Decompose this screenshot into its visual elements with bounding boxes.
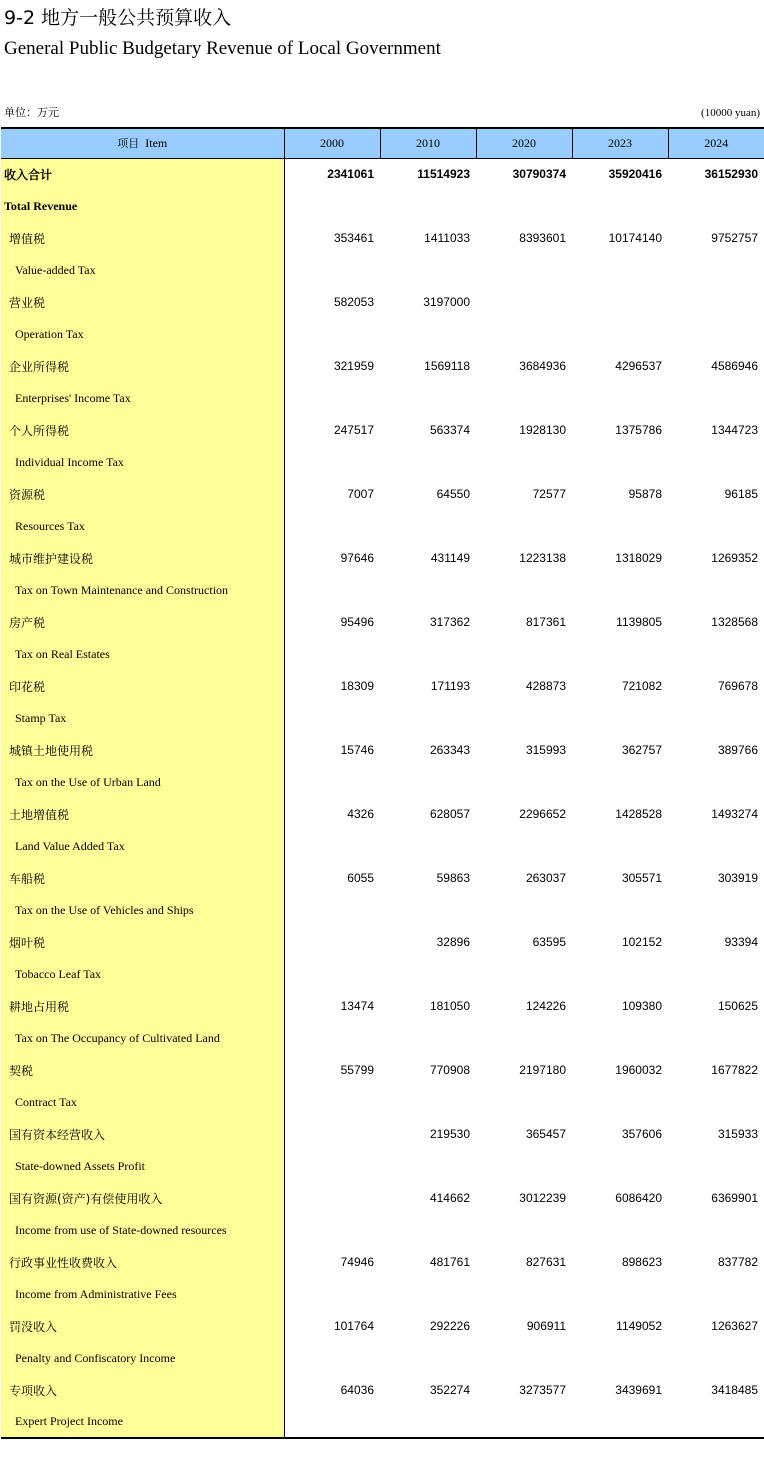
row-value: 95878 bbox=[628, 487, 662, 501]
row-label-en: Land Value Added Tax bbox=[1, 830, 284, 862]
column-header-year: 2024 bbox=[668, 128, 764, 158]
row-value: 13474 bbox=[340, 999, 374, 1013]
row-value: 428873 bbox=[525, 679, 566, 693]
row-value: 827631 bbox=[525, 1255, 566, 1269]
row-value: 906911 bbox=[526, 1319, 566, 1333]
empty-cell bbox=[668, 894, 764, 926]
column-header-year: 2010 bbox=[380, 128, 476, 158]
table-row bbox=[1, 478, 764, 510]
row-value: 93394 bbox=[724, 935, 758, 949]
table-row bbox=[1, 638, 764, 670]
empty-cell bbox=[668, 766, 764, 798]
row-value: 1223138 bbox=[519, 551, 566, 565]
row-label-cn: 印花税 bbox=[1, 670, 284, 702]
row-value: 353461 bbox=[333, 231, 374, 245]
row-value: 18309 bbox=[340, 679, 374, 693]
row-label-cn: 罚没收入 bbox=[1, 1310, 284, 1342]
row-value: 35920416 bbox=[608, 167, 662, 182]
row-value: 263343 bbox=[429, 743, 470, 757]
table-row bbox=[1, 702, 764, 734]
table-row bbox=[1, 286, 764, 318]
empty-cell bbox=[572, 702, 668, 734]
table-row bbox=[1, 862, 764, 894]
row-label-cn: 耕地占用税 bbox=[1, 990, 284, 1022]
empty-cell bbox=[668, 318, 764, 350]
row-value: 101764 bbox=[333, 1319, 374, 1333]
empty-cell bbox=[284, 638, 380, 670]
row-value: 2341061 bbox=[327, 167, 374, 182]
row-value: 721082 bbox=[621, 679, 662, 693]
table-row bbox=[1, 1054, 764, 1086]
row-label-en: Contract Tax bbox=[1, 1086, 284, 1118]
empty-cell bbox=[476, 830, 572, 862]
row-value: 4296537 bbox=[615, 359, 662, 373]
empty-cell bbox=[380, 574, 476, 606]
row-value: 1328568 bbox=[711, 615, 758, 629]
empty-cell bbox=[572, 894, 668, 926]
table-row bbox=[1, 990, 764, 1022]
empty-cell bbox=[668, 1150, 764, 1182]
row-value: 352274 bbox=[429, 1383, 470, 1397]
row-label-en: Value-added Tax bbox=[1, 254, 284, 286]
empty-cell bbox=[284, 1406, 380, 1438]
row-value: 7007 bbox=[347, 487, 374, 501]
empty-cell bbox=[284, 766, 380, 798]
row-value: 64036 bbox=[340, 1383, 374, 1397]
empty-cell bbox=[380, 510, 476, 542]
table-row bbox=[1, 1342, 764, 1374]
row-label-cn: 个人所得税 bbox=[1, 414, 284, 446]
table-row bbox=[1, 1086, 764, 1118]
empty-cell bbox=[476, 254, 572, 286]
empty-cell bbox=[476, 574, 572, 606]
row-value: 1375786 bbox=[615, 423, 662, 437]
row-label-cn: 土地增值税 bbox=[1, 798, 284, 830]
row-value: 1677822 bbox=[711, 1063, 758, 1077]
empty-cell bbox=[668, 1086, 764, 1118]
row-value: 582053 bbox=[333, 295, 374, 309]
row-value: 55799 bbox=[340, 1063, 374, 1077]
row-value: 1318029 bbox=[615, 551, 662, 565]
row-value: 898623 bbox=[621, 1255, 662, 1269]
row-label-en: Total Revenue bbox=[1, 190, 284, 222]
empty-cell bbox=[668, 1278, 764, 1310]
empty-cell bbox=[476, 1278, 572, 1310]
row-value: 1149052 bbox=[616, 1319, 662, 1333]
empty-cell bbox=[284, 1214, 380, 1246]
empty-cell bbox=[572, 1022, 668, 1054]
row-value: 3197000 bbox=[423, 295, 470, 309]
table-row bbox=[1, 1246, 764, 1278]
row-value: 150625 bbox=[717, 999, 758, 1013]
empty-cell bbox=[668, 1214, 764, 1246]
row-label-en: Tax on the Use of Urban Land bbox=[1, 766, 284, 798]
row-value: 124226 bbox=[525, 999, 566, 1013]
table-row bbox=[1, 766, 764, 798]
row-label-en: Expert Project Income bbox=[1, 1406, 284, 1438]
empty-cell bbox=[380, 1342, 476, 1374]
row-value: 64550 bbox=[436, 487, 470, 501]
row-label-cn: 烟叶税 bbox=[1, 926, 284, 958]
row-value: 72577 bbox=[532, 487, 566, 501]
row-label-cn: 营业税 bbox=[1, 286, 284, 318]
table-row bbox=[1, 510, 764, 542]
table-row bbox=[1, 1374, 764, 1406]
table-row bbox=[1, 1182, 764, 1214]
row-value: 414662 bbox=[429, 1191, 470, 1205]
empty-cell bbox=[284, 190, 380, 222]
row-value: 109380 bbox=[621, 999, 662, 1013]
row-label-en: Resources Tax bbox=[1, 510, 284, 542]
empty-cell bbox=[572, 254, 668, 286]
row-value: 263037 bbox=[525, 871, 566, 885]
row-value: 1428528 bbox=[615, 807, 662, 821]
row-value: 1411033 bbox=[424, 231, 470, 245]
empty-cell bbox=[380, 1022, 476, 1054]
table-row bbox=[1, 670, 764, 702]
row-value: 1960032 bbox=[615, 1063, 662, 1077]
row-value: 357606 bbox=[621, 1127, 662, 1141]
table-row bbox=[1, 798, 764, 830]
row-value: 3418485 bbox=[711, 1383, 758, 1397]
row-label-en: Income from Administrative Fees bbox=[1, 1278, 284, 1310]
empty-cell bbox=[284, 446, 380, 478]
row-value bbox=[572, 286, 668, 318]
table-row bbox=[1, 222, 764, 254]
row-value bbox=[284, 1182, 380, 1214]
row-value: 3684936 bbox=[519, 359, 566, 373]
column-header-year: 2000 bbox=[284, 128, 380, 158]
page-title-cn: 9-2 地方一般公共预算收入 bbox=[4, 7, 232, 29]
row-value: 3273577 bbox=[519, 1383, 566, 1397]
empty-cell bbox=[380, 830, 476, 862]
table-row bbox=[1, 318, 764, 350]
row-label-cn: 城市维护建设税 bbox=[1, 542, 284, 574]
empty-cell bbox=[476, 1150, 572, 1182]
empty-cell bbox=[284, 894, 380, 926]
table-row bbox=[1, 606, 764, 638]
empty-cell bbox=[380, 1150, 476, 1182]
row-value: 6086420 bbox=[615, 1191, 662, 1205]
row-value: 11514923 bbox=[417, 167, 470, 182]
empty-cell bbox=[380, 446, 476, 478]
row-value: 3439691 bbox=[615, 1383, 662, 1397]
empty-cell bbox=[668, 190, 764, 222]
empty-cell bbox=[476, 894, 572, 926]
row-value: 36152930 bbox=[704, 167, 758, 182]
empty-cell bbox=[668, 638, 764, 670]
row-label-cn: 城镇土地使用税 bbox=[1, 734, 284, 766]
empty-cell bbox=[284, 254, 380, 286]
row-value: 15746 bbox=[340, 743, 374, 757]
table-row bbox=[1, 1118, 764, 1150]
row-label-en: Tax on The Occupancy of Cultivated Land bbox=[1, 1022, 284, 1054]
empty-cell bbox=[284, 702, 380, 734]
row-label-en: Income from use of State-downed resources bbox=[1, 1214, 284, 1246]
table-row bbox=[1, 1278, 764, 1310]
empty-cell bbox=[572, 1150, 668, 1182]
table-row bbox=[1, 734, 764, 766]
row-value: 6369901 bbox=[711, 1191, 758, 1205]
row-value: 365457 bbox=[525, 1127, 566, 1141]
empty-cell bbox=[380, 702, 476, 734]
table-row bbox=[1, 894, 764, 926]
row-value: 63595 bbox=[532, 935, 566, 949]
empty-cell bbox=[380, 766, 476, 798]
table-row bbox=[1, 1406, 764, 1438]
row-value: 4586946 bbox=[711, 359, 758, 373]
empty-cell bbox=[284, 574, 380, 606]
empty-cell bbox=[572, 1342, 668, 1374]
row-value bbox=[476, 286, 572, 318]
row-value: 4326 bbox=[347, 807, 374, 821]
row-value: 321959 bbox=[333, 359, 374, 373]
row-label-en: Tobacco Leaf Tax bbox=[1, 958, 284, 990]
empty-cell bbox=[572, 638, 668, 670]
empty-cell bbox=[668, 702, 764, 734]
table-row bbox=[1, 958, 764, 990]
row-value: 59863 bbox=[436, 871, 470, 885]
unit-label-en: (10000 yuan) bbox=[701, 107, 760, 119]
table-row bbox=[1, 1310, 764, 1342]
row-value: 817361 bbox=[525, 615, 566, 629]
empty-cell bbox=[668, 958, 764, 990]
empty-cell bbox=[380, 1406, 476, 1438]
row-value: 2197180 bbox=[519, 1063, 566, 1077]
row-value: 96185 bbox=[724, 487, 758, 501]
row-label-en: Tax on Real Estates bbox=[1, 638, 284, 670]
table-row bbox=[1, 1022, 764, 1054]
empty-cell bbox=[668, 1022, 764, 1054]
row-value: 8393601 bbox=[519, 231, 566, 245]
empty-cell bbox=[380, 318, 476, 350]
revenue-table-container bbox=[1, 127, 763, 1439]
revenue-table bbox=[1, 127, 764, 1439]
table-header-row bbox=[1, 128, 764, 158]
row-value: 837782 bbox=[717, 1255, 758, 1269]
row-value: 9752757 bbox=[711, 231, 758, 245]
row-label-cn: 契税 bbox=[1, 1054, 284, 1086]
row-value: 305571 bbox=[621, 871, 662, 885]
row-value: 315993 bbox=[525, 743, 566, 757]
row-value bbox=[284, 1118, 380, 1150]
row-value: 32896 bbox=[436, 935, 470, 949]
table-row bbox=[1, 574, 764, 606]
table-row bbox=[1, 542, 764, 574]
column-header-year: 2023 bbox=[572, 128, 668, 158]
empty-cell bbox=[476, 766, 572, 798]
row-value: 317362 bbox=[429, 615, 470, 629]
empty-cell bbox=[380, 958, 476, 990]
empty-cell bbox=[476, 446, 572, 478]
empty-cell bbox=[572, 1278, 668, 1310]
empty-cell bbox=[476, 382, 572, 414]
empty-cell bbox=[668, 510, 764, 542]
empty-cell bbox=[572, 958, 668, 990]
page-title-en: General Public Budgetary Revenue of Local Government bbox=[4, 38, 441, 59]
empty-cell bbox=[476, 1406, 572, 1438]
row-value: 1139805 bbox=[616, 615, 662, 629]
row-label-en: Stamp Tax bbox=[1, 702, 284, 734]
row-value bbox=[668, 286, 764, 318]
row-label-cn: 房产税 bbox=[1, 606, 284, 638]
table-row bbox=[1, 382, 764, 414]
row-label-cn: 资源税 bbox=[1, 478, 284, 510]
column-header-item-cn: 项目 bbox=[117, 137, 140, 151]
row-value: 171193 bbox=[430, 679, 470, 693]
row-label-en: Operation Tax bbox=[1, 318, 284, 350]
row-label-cn: 专项收入 bbox=[1, 1374, 284, 1406]
empty-cell bbox=[476, 702, 572, 734]
row-label-en: Tax on the Use of Vehicles and Ships bbox=[1, 894, 284, 926]
row-value: 1928130 bbox=[519, 423, 566, 437]
table-row bbox=[1, 1214, 764, 1246]
row-label-cn: 国有资源(资产)有偿使用收入 bbox=[1, 1182, 284, 1214]
empty-cell bbox=[380, 638, 476, 670]
empty-cell bbox=[572, 510, 668, 542]
table-row bbox=[1, 350, 764, 382]
empty-cell bbox=[380, 1214, 476, 1246]
empty-cell bbox=[572, 382, 668, 414]
row-label-cn: 收入合计 bbox=[1, 158, 284, 190]
row-label-cn: 企业所得税 bbox=[1, 350, 284, 382]
empty-cell bbox=[668, 1342, 764, 1374]
row-value: 1493274 bbox=[711, 807, 758, 821]
row-value: 1344723 bbox=[711, 423, 758, 437]
empty-cell bbox=[380, 1278, 476, 1310]
empty-cell bbox=[572, 830, 668, 862]
empty-cell bbox=[572, 318, 668, 350]
row-value: 6055 bbox=[347, 871, 374, 885]
empty-cell bbox=[476, 958, 572, 990]
table-row bbox=[1, 190, 764, 222]
row-value: 769678 bbox=[717, 679, 758, 693]
empty-cell bbox=[380, 254, 476, 286]
empty-cell bbox=[668, 830, 764, 862]
empty-cell bbox=[476, 510, 572, 542]
empty-cell bbox=[284, 830, 380, 862]
row-value: 30790374 bbox=[512, 167, 566, 182]
row-value: 102152 bbox=[621, 935, 662, 949]
row-value: 2296652 bbox=[519, 807, 566, 821]
row-value: 97646 bbox=[340, 551, 374, 565]
row-value: 362757 bbox=[621, 743, 662, 757]
row-label-cn: 车船税 bbox=[1, 862, 284, 894]
column-header-item bbox=[1, 128, 284, 158]
empty-cell bbox=[668, 254, 764, 286]
empty-cell bbox=[668, 1406, 764, 1438]
empty-cell bbox=[572, 446, 668, 478]
unit-label-cn: 单位：万元 bbox=[4, 106, 59, 119]
row-value: 74946 bbox=[340, 1255, 374, 1269]
row-label-en: Penalty and Confiscatory Income bbox=[1, 1342, 284, 1374]
empty-cell bbox=[380, 382, 476, 414]
column-header-item-en: Item bbox=[145, 136, 168, 151]
row-label-en: State-downed Assets Profit bbox=[1, 1150, 284, 1182]
row-value: 292226 bbox=[429, 1319, 470, 1333]
empty-cell bbox=[476, 318, 572, 350]
table-body bbox=[1, 158, 764, 1438]
empty-cell bbox=[476, 1022, 572, 1054]
table-row bbox=[1, 1150, 764, 1182]
row-value: 770908 bbox=[429, 1063, 470, 1077]
row-value: 1569118 bbox=[424, 359, 470, 373]
row-label-cn: 增值税 bbox=[1, 222, 284, 254]
empty-cell bbox=[284, 1342, 380, 1374]
empty-cell bbox=[476, 1342, 572, 1374]
empty-cell bbox=[668, 574, 764, 606]
empty-cell bbox=[668, 382, 764, 414]
column-header-year: 2020 bbox=[476, 128, 572, 158]
row-label-en: Tax on Town Maintenance and Construction bbox=[1, 574, 284, 606]
empty-cell bbox=[572, 1214, 668, 1246]
row-value: 247517 bbox=[333, 423, 374, 437]
row-value: 95496 bbox=[340, 615, 374, 629]
table-row bbox=[1, 926, 764, 958]
empty-cell bbox=[284, 318, 380, 350]
table-row bbox=[1, 830, 764, 862]
table-row bbox=[1, 254, 764, 286]
row-value: 10174140 bbox=[608, 231, 662, 245]
empty-cell bbox=[284, 510, 380, 542]
empty-cell bbox=[380, 894, 476, 926]
row-value: 3012239 bbox=[519, 1191, 566, 1205]
empty-cell bbox=[476, 1214, 572, 1246]
empty-cell bbox=[476, 190, 572, 222]
empty-cell bbox=[380, 1086, 476, 1118]
row-label-en: Individual Income Tax bbox=[1, 446, 284, 478]
empty-cell bbox=[476, 638, 572, 670]
row-value: 481761 bbox=[429, 1255, 470, 1269]
row-value: 431149 bbox=[430, 551, 470, 565]
row-value: 389766 bbox=[717, 743, 758, 757]
row-value: 628057 bbox=[429, 807, 470, 821]
row-value: 181050 bbox=[429, 999, 470, 1013]
row-value: 1263627 bbox=[711, 1319, 758, 1333]
empty-cell bbox=[572, 574, 668, 606]
row-value: 219530 bbox=[429, 1127, 470, 1141]
empty-cell bbox=[284, 958, 380, 990]
row-value: 303919 bbox=[717, 871, 758, 885]
empty-cell bbox=[284, 382, 380, 414]
row-value: 315933 bbox=[717, 1127, 758, 1141]
empty-cell bbox=[284, 1022, 380, 1054]
row-value: 563374 bbox=[429, 423, 470, 437]
table-row bbox=[1, 158, 764, 190]
row-value: 1269352 bbox=[711, 551, 758, 565]
table-row bbox=[1, 446, 764, 478]
empty-cell bbox=[572, 766, 668, 798]
row-value bbox=[284, 926, 380, 958]
empty-cell bbox=[284, 1150, 380, 1182]
empty-cell bbox=[668, 446, 764, 478]
table-row bbox=[1, 414, 764, 446]
row-label-cn: 行政事业性收费收入 bbox=[1, 1246, 284, 1278]
row-label-en: Enterprises' Income Tax bbox=[1, 382, 284, 414]
empty-cell bbox=[572, 1086, 668, 1118]
empty-cell bbox=[284, 1278, 380, 1310]
empty-cell bbox=[284, 1086, 380, 1118]
empty-cell bbox=[572, 190, 668, 222]
empty-cell bbox=[572, 1406, 668, 1438]
empty-cell bbox=[380, 190, 476, 222]
empty-cell bbox=[476, 1086, 572, 1118]
row-label-cn: 国有资本经营收入 bbox=[1, 1118, 284, 1150]
